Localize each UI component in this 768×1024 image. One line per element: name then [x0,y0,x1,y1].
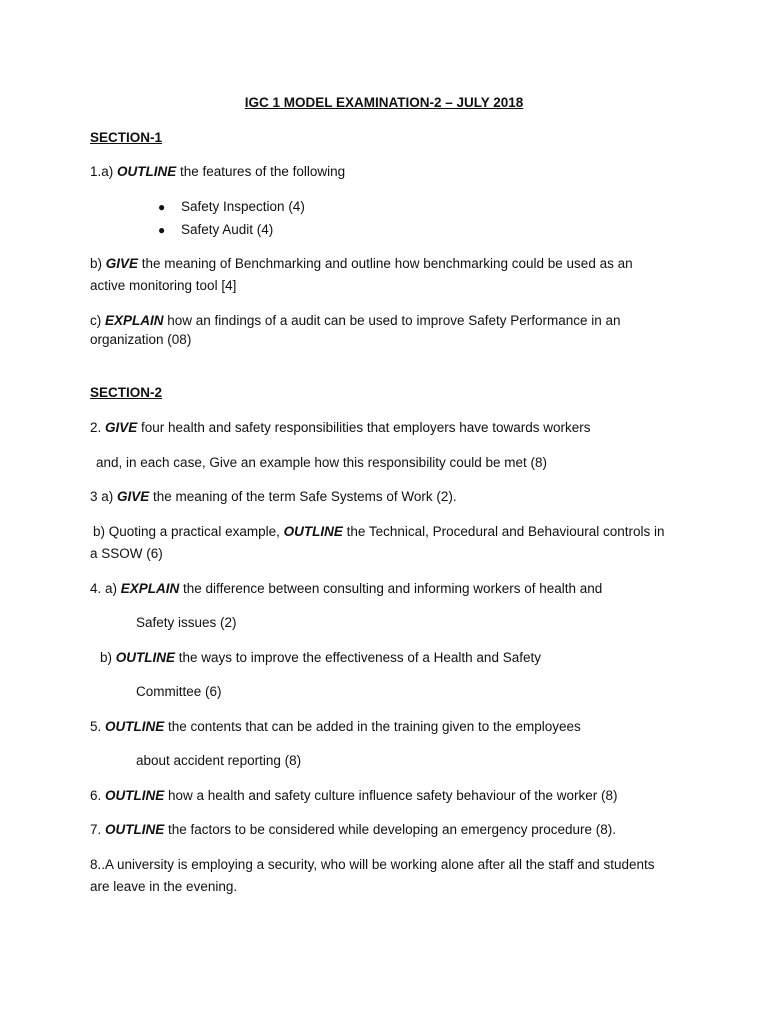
question-text: the contents that can be added in the training given to the employees [164,719,581,734]
question-3a [90,488,457,506]
question-keyword: OUTLINE [105,788,165,803]
question-4b [100,649,541,667]
question-keyword: GIVE [105,420,138,435]
question-prefix: 2. [90,420,106,435]
question-prefix: 4. a) [90,581,121,596]
question-text: the factors to be considered while developing an emergency procedure (8). [164,822,617,837]
question-prefix: 6. [90,788,106,803]
question-text: how an findings of a audit can be used to improve Safety Performance in an [163,313,621,328]
section-1-heading: SECTION-1 [90,130,163,145]
question-text: the features of the following [176,164,346,179]
question-2-continuation: and, in each case, Give an example how this responsibility could be met (8) [96,455,547,470]
question-prefix: b) Quoting a practical example, [93,524,284,539]
question-keyword: OUTLINE [117,164,177,179]
question-prefix: c) [90,313,105,328]
question-keyword: OUTLINE [105,822,165,837]
question-4b-continuation: Committee (6) [136,684,222,699]
question-1b [90,255,633,273]
question-prefix: b) [90,256,106,271]
question-4a-continuation: Safety issues (2) [136,615,237,630]
question-text: four health and safety responsibilities that employers have towards workers [137,420,591,435]
question-2 [90,419,591,437]
question-text: the meaning of the term Safe Systems of Work (2). [149,489,457,504]
question-prefix: 7. [90,822,106,837]
question-8-continuation: are leave in the evening. [90,879,238,894]
question-prefix: 1.a) [90,164,118,179]
question-6 [90,787,618,805]
question-keyword: OUTLINE [283,524,343,539]
question-keyword: EXPLAIN [120,581,180,596]
section-2-heading: SECTION-2 [90,385,163,400]
question-7 [90,821,616,839]
question-text: the difference between consulting and informing workers of health and [179,581,603,596]
exam-title: IGC 1 MODEL EXAMINATION-2 – JULY 2018 [244,95,524,110]
question-3b [93,523,665,541]
question-text: the meaning of Benchmarking and outline how benchmarking could be used as an [138,256,633,271]
bullet-item: Safety Inspection (4) [181,199,305,214]
bullet-icon: ● [158,223,166,237]
question-1c [90,312,621,330]
question-text: how a health and safety culture influence safety behaviour of the worker (8) [164,788,618,803]
question-prefix: 3 a) [90,489,118,504]
question-keyword: GIVE [105,256,139,271]
bullet-icon: ● [158,200,166,214]
question-keyword: EXPLAIN [105,313,164,328]
question-keyword: OUTLINE [115,650,176,665]
question-text: the Technical, Procedural and Behavioural controls in [342,524,665,539]
bullet-item: Safety Audit (4) [181,222,274,237]
question-prefix: b) [100,650,116,665]
question-4a [90,580,602,598]
question-1b-continuation: active monitoring tool [4] [90,278,237,293]
question-3b-continuation: a SSOW (6) [90,546,163,561]
question-1c-continuation: organization (08) [90,332,192,347]
question-1a [90,163,345,181]
question-5-continuation: about accident reporting (8) [136,753,302,768]
question-text: the ways to improve the effectiveness of a Health and Safety [175,650,541,665]
question-prefix: 5. [90,719,106,734]
question-8: 8..A university is employing a security, who will be working alone after all the staff and students [90,857,655,872]
question-5 [90,718,581,736]
question-keyword: GIVE [117,489,150,504]
question-keyword: OUTLINE [105,719,165,734]
